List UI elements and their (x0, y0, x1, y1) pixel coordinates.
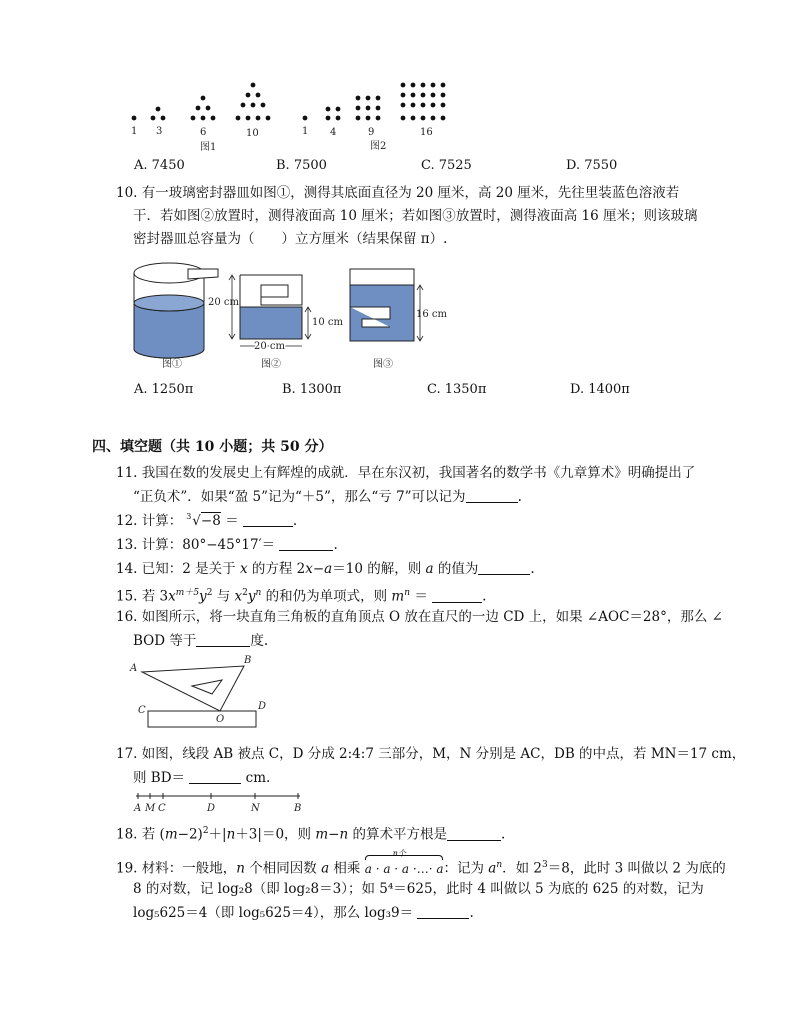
fig2-num-16: 16 (420, 127, 433, 138)
q12-answer-blank[interactable] (243, 512, 293, 527)
q14-line: 14. 已知：2 是关于 x 的方程 2x−a＝10 的解，则 a 的值为 . (116, 561, 535, 577)
q10-caption-3: 图③ (373, 359, 393, 370)
q19-answer-blank[interactable] (417, 904, 469, 919)
q13-answer-blank[interactable] (279, 536, 333, 551)
q10-cylinder-figure (134, 263, 218, 370)
q10-option-c: C. 1350π (427, 382, 487, 397)
fig2-num-1: 1 (302, 126, 309, 137)
q16-answer-blank[interactable] (196, 632, 250, 647)
q9-option-c: C. 7525 (421, 158, 472, 173)
q16-line-2: BOD 等于 度. (133, 633, 269, 649)
q10-line-1: 10. 有一玻璃密封器皿如图①，测得其底面直径为 20 厘米，高 20 厘米，先往里装蓝色溶液若 (116, 185, 680, 201)
q17-answer-blank[interactable] (189, 769, 241, 784)
q15-line: 15. 若 $3x^{m+5}y^2$ 与 $x^2y^n$ 的和仍为单项式，则 $m^n$ ＝ . (116, 588, 487, 605)
fig1-num-3: 3 (156, 126, 163, 137)
q18-answer-blank[interactable] (447, 826, 501, 841)
dot-pattern-figures (120, 78, 480, 158)
fig2-num-9: 9 (368, 127, 375, 138)
q9-option-b: B. 7500 (276, 158, 327, 173)
q17-segment-figure (130, 790, 310, 816)
q16-label-d: D (258, 701, 267, 712)
q10-line-3: 密封器皿总容量为（ ）立方厘米（结果保留 π）. (133, 231, 448, 247)
q16-label-b: B (244, 655, 252, 666)
fig1-caption: 图1 (200, 142, 217, 153)
q10-figure-2 (208, 275, 344, 370)
q17-point-n: N (251, 803, 260, 814)
q10-option-d: D. 1400π (570, 382, 630, 397)
q15-answer-blank[interactable] (432, 588, 482, 603)
q10-label-16cm: 16 cm (416, 309, 447, 320)
q17-point-b: B (294, 803, 302, 814)
q16-label-o: O (216, 714, 225, 725)
q19-line-1: 19. 材料：一般地，n 个相同因数 a 相乘 n个 a · a · a ·…· a：记为 $a^n$．如 $2^3=8$，此时 3 叫做以 2 为底的 (116, 856, 726, 878)
q19-line-2: 8 的对数，记 log₂8（即 log₂8＝3）；如 5⁴＝625，此时 4 叫做以 5 为底的 625 的对数，记为 (133, 881, 704, 897)
q17-point-a: A (134, 803, 142, 814)
q17-line-2: 则 BD＝ cm. (133, 770, 271, 786)
q16-line-1: 16. 如图所示，将一块直角三角板的直角顶点 O 放在直尺的一边 CD 上，如果 ∠AOC＝28°，那么 ∠ (116, 609, 723, 625)
section-4-title: 四、填空题（共 10 小题；共 50 分） (92, 439, 333, 455)
q19-brace-label: n个 (392, 848, 406, 858)
q13-line: 13. 计算：80°−45°17′＝ . (116, 537, 338, 553)
q12-line: 12. 计算： 3 √−8 ＝ . (116, 512, 298, 529)
fig1-num-6: 6 (200, 127, 207, 138)
q10-figures (128, 255, 448, 375)
q11-line-1: 11. 我国在数的发展史上有辉煌的成就．早在东汉初，我国著名的数学书《九章算术》明确提出了 (116, 465, 696, 481)
q10-label-10cm: 10 cm (312, 317, 343, 328)
q10-caption-1: 图① (162, 359, 182, 370)
q17-point-m: M (145, 803, 156, 814)
fig2-caption: 图2 (370, 141, 387, 152)
q19-product: a · a · a ·…· a (364, 861, 444, 876)
q11-answer-blank[interactable] (466, 488, 518, 503)
q17-point-c: C (158, 803, 166, 814)
q9-option-d: D. 7550 (566, 158, 618, 173)
q17-line-1: 17. 如图，线段 AB 被点 C，D 分成 2:4:7 三部分，M，N 分别是 AC，DB 的中点，若 MN＝17 cm， (116, 746, 746, 762)
q10-label-20cm-width: 20 cm (254, 341, 285, 352)
q10-label-20cm-height: 20 cm (208, 297, 239, 308)
q16-figure (128, 652, 278, 732)
q10-option-b: B. 1300π (282, 382, 342, 397)
q18-line: 18. 若 $(m-2)^2+|n+3|=0$，则 m−n 的算术平方根是 . (116, 826, 506, 843)
fig1-num-1: 1 (131, 126, 138, 137)
figure-2-dots (303, 83, 446, 121)
q14-answer-blank[interactable] (478, 560, 530, 575)
q10-caption-2: 图② (261, 359, 281, 370)
q19-line-3: log₅625＝4（即 log₅625＝4），那么 log₃9＝ . (133, 905, 474, 921)
fig2-num-4: 4 (330, 127, 337, 138)
q16-label-a: A (130, 663, 138, 674)
q16-label-c: C (138, 705, 146, 716)
figure-1-dots (132, 83, 271, 121)
q10-line-2: 干．若如图②放置时，测得液面高 10 厘米；若如图③放置时，测得液面高 16 厘米；则该玻璃 (133, 208, 698, 224)
q10-option-a: A. 1250π (134, 382, 194, 397)
q10-figure-3 (350, 269, 448, 370)
q17-point-d: D (207, 803, 216, 814)
q11-line-2: “正负术”．如果“盈 5”记为“＋5”，那么“亏 7”可以记为 . (133, 489, 522, 505)
fig1-num-10: 10 (246, 128, 259, 139)
q9-option-a: A. 7450 (134, 158, 185, 173)
